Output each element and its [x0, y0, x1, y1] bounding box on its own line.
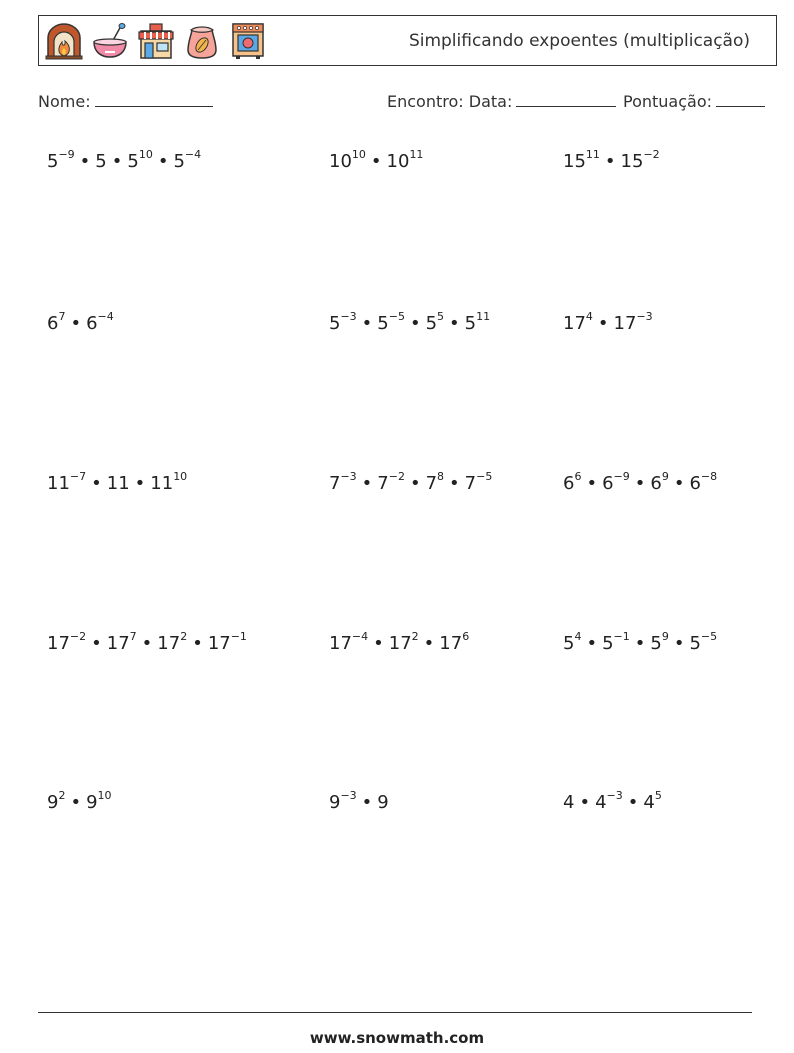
- exponent: 2: [58, 789, 66, 802]
- problem-11: [329, 632, 469, 654]
- exponent: 4: [574, 630, 582, 643]
- oven-icon: [229, 22, 267, 60]
- base: 11: [106, 473, 130, 494]
- base: 6: [47, 313, 59, 334]
- multiplication-dot: •: [586, 633, 598, 654]
- multiplication-dot: •: [192, 633, 203, 654]
- base: 9: [86, 792, 98, 813]
- base: 4: [643, 792, 655, 813]
- exponent: −8: [700, 470, 718, 483]
- score-label: Pontuação:: [623, 92, 713, 111]
- multiplication-dot: •: [579, 792, 591, 813]
- base: 17: [439, 633, 463, 654]
- exponent: 7: [58, 310, 66, 323]
- base: 9: [329, 792, 341, 813]
- exponent: −4: [184, 148, 202, 161]
- multiplication-dot: •: [673, 633, 685, 654]
- multiplication-dot: •: [409, 473, 421, 494]
- exponent: −2: [69, 630, 87, 643]
- exponent: −2: [388, 470, 405, 483]
- exponent: 10: [138, 148, 153, 161]
- base: 6: [563, 473, 575, 494]
- problem-5: [329, 312, 490, 334]
- problem-13: [47, 791, 112, 813]
- base: 5: [602, 633, 614, 654]
- base: 7: [425, 473, 438, 494]
- exponent: 11: [585, 148, 600, 161]
- base: 17: [47, 633, 70, 654]
- base: 17: [563, 313, 586, 334]
- multiplication-dot: •: [141, 633, 153, 654]
- multiplication-dot: •: [604, 151, 616, 172]
- bakery-shop-icon: [137, 22, 175, 60]
- exponent: 10: [351, 148, 366, 161]
- multiplication-dot: •: [79, 151, 91, 172]
- header-box: [38, 15, 777, 66]
- exponent: −7: [69, 470, 87, 483]
- multiplication-dot: •: [91, 633, 102, 654]
- base: 7: [377, 473, 389, 494]
- score-field: [623, 92, 765, 111]
- exponent: 10: [97, 789, 112, 802]
- name-field: [38, 92, 213, 111]
- base: 5: [329, 313, 341, 334]
- problem-2: [329, 150, 423, 172]
- exponent: 6: [462, 630, 470, 643]
- exponent: −5: [476, 470, 493, 483]
- problem-4: [47, 312, 114, 334]
- multiplication-dot: •: [361, 792, 373, 813]
- footer-website: www.snowmath.com: [309, 1029, 485, 1047]
- exponent: −3: [340, 470, 357, 483]
- multiplication-dot: •: [409, 313, 421, 334]
- exponent: 11: [476, 310, 491, 323]
- problem-10: [47, 632, 247, 654]
- problem-15: [563, 791, 662, 813]
- exponent: −5: [700, 630, 718, 643]
- exponent: 5: [654, 789, 662, 802]
- exponent: −3: [606, 789, 623, 802]
- problem-12: [563, 632, 717, 654]
- base: 10: [386, 151, 410, 172]
- base: 5: [173, 151, 185, 172]
- exponent: 2: [411, 630, 419, 643]
- exponent: 11: [409, 148, 424, 161]
- exponent: −4: [97, 310, 114, 323]
- session-label: Encontro: Data:: [387, 92, 513, 111]
- base: 10: [329, 151, 352, 172]
- base: 5: [425, 313, 438, 334]
- name-blank[interactable]: [95, 92, 213, 107]
- exponent: 5: [437, 310, 445, 323]
- base: 7: [464, 473, 477, 494]
- exponent: −2: [643, 148, 660, 161]
- exponent: 4: [585, 310, 593, 323]
- exponent: 8: [437, 470, 445, 483]
- mixing-bowl-icon: [91, 22, 129, 60]
- multiplication-dot: •: [70, 792, 82, 813]
- base: 4: [563, 792, 575, 813]
- base: 5: [689, 633, 701, 654]
- base: 7: [329, 473, 341, 494]
- base: 5: [464, 313, 477, 334]
- multiplication-dot: •: [134, 473, 146, 494]
- exponent: 7: [129, 630, 137, 643]
- multiplication-dot: •: [449, 313, 460, 334]
- base: 9: [47, 792, 59, 813]
- fireplace-icon: [45, 22, 83, 60]
- multiplication-dot: •: [634, 633, 646, 654]
- exponent: −9: [613, 470, 630, 483]
- flour-sack-icon: [183, 22, 221, 60]
- multiplication-dot: •: [361, 313, 373, 334]
- base: 5: [377, 313, 389, 334]
- exponent: −1: [613, 630, 630, 643]
- multiplication-dot: •: [91, 473, 102, 494]
- base: 17: [329, 633, 352, 654]
- exponent: 2: [180, 630, 188, 643]
- multiplication-dot: •: [597, 313, 609, 334]
- base: 5: [95, 151, 107, 172]
- exponent: 9: [661, 630, 669, 643]
- base: 17: [613, 313, 637, 334]
- base: 6: [86, 313, 98, 334]
- exponent: −3: [340, 310, 357, 323]
- problem-6: [563, 312, 653, 334]
- base: 15: [563, 151, 586, 172]
- base: 4: [595, 792, 607, 813]
- problem-14: [329, 791, 389, 813]
- base: 5: [47, 151, 59, 172]
- worksheet-title: Simplificando expoentes (multiplicação): [408, 31, 750, 51]
- exponent: 10: [173, 470, 188, 483]
- footer-divider: [38, 1012, 752, 1013]
- problem-9: [563, 472, 717, 494]
- exponent: 9: [661, 470, 669, 483]
- base: 5: [563, 633, 575, 654]
- header-icons: [45, 22, 267, 60]
- exponent: −3: [340, 789, 357, 802]
- multiplication-dot: •: [157, 151, 169, 172]
- multiplication-dot: •: [370, 151, 382, 172]
- name-label: Nome:: [38, 92, 91, 111]
- base: 15: [620, 151, 644, 172]
- base: 11: [47, 473, 70, 494]
- base: 17: [388, 633, 412, 654]
- base: 5: [650, 633, 662, 654]
- problem-3: [563, 150, 660, 172]
- multiplication-dot: •: [111, 151, 123, 172]
- multiplication-dot: •: [449, 473, 460, 494]
- date-blank[interactable]: [516, 92, 616, 107]
- base: 17: [157, 633, 181, 654]
- exponent: −5: [388, 310, 405, 323]
- multiplication-dot: •: [361, 473, 373, 494]
- exponent: −9: [58, 148, 75, 161]
- multiplication-dot: •: [423, 633, 435, 654]
- multiplication-dot: •: [627, 792, 639, 813]
- score-blank[interactable]: [716, 92, 765, 107]
- base: 11: [150, 473, 174, 494]
- base: 9: [377, 792, 389, 813]
- multiplication-dot: •: [373, 633, 384, 654]
- multiplication-dot: •: [586, 473, 598, 494]
- multiplication-dot: •: [634, 473, 646, 494]
- problem-8: [329, 472, 492, 494]
- multiplication-dot: •: [673, 473, 685, 494]
- exponent: −1: [230, 630, 247, 643]
- session-field: [387, 92, 616, 111]
- problem-7: [47, 472, 187, 494]
- base: 6: [602, 473, 614, 494]
- base: 17: [207, 633, 231, 654]
- exponent: −3: [636, 310, 653, 323]
- base: 5: [127, 151, 139, 172]
- base: 17: [106, 633, 130, 654]
- base: 6: [689, 473, 701, 494]
- multiplication-dot: •: [70, 313, 82, 334]
- problem-1: [47, 150, 201, 172]
- exponent: −4: [351, 630, 369, 643]
- base: 6: [650, 473, 662, 494]
- exponent: 6: [574, 470, 582, 483]
